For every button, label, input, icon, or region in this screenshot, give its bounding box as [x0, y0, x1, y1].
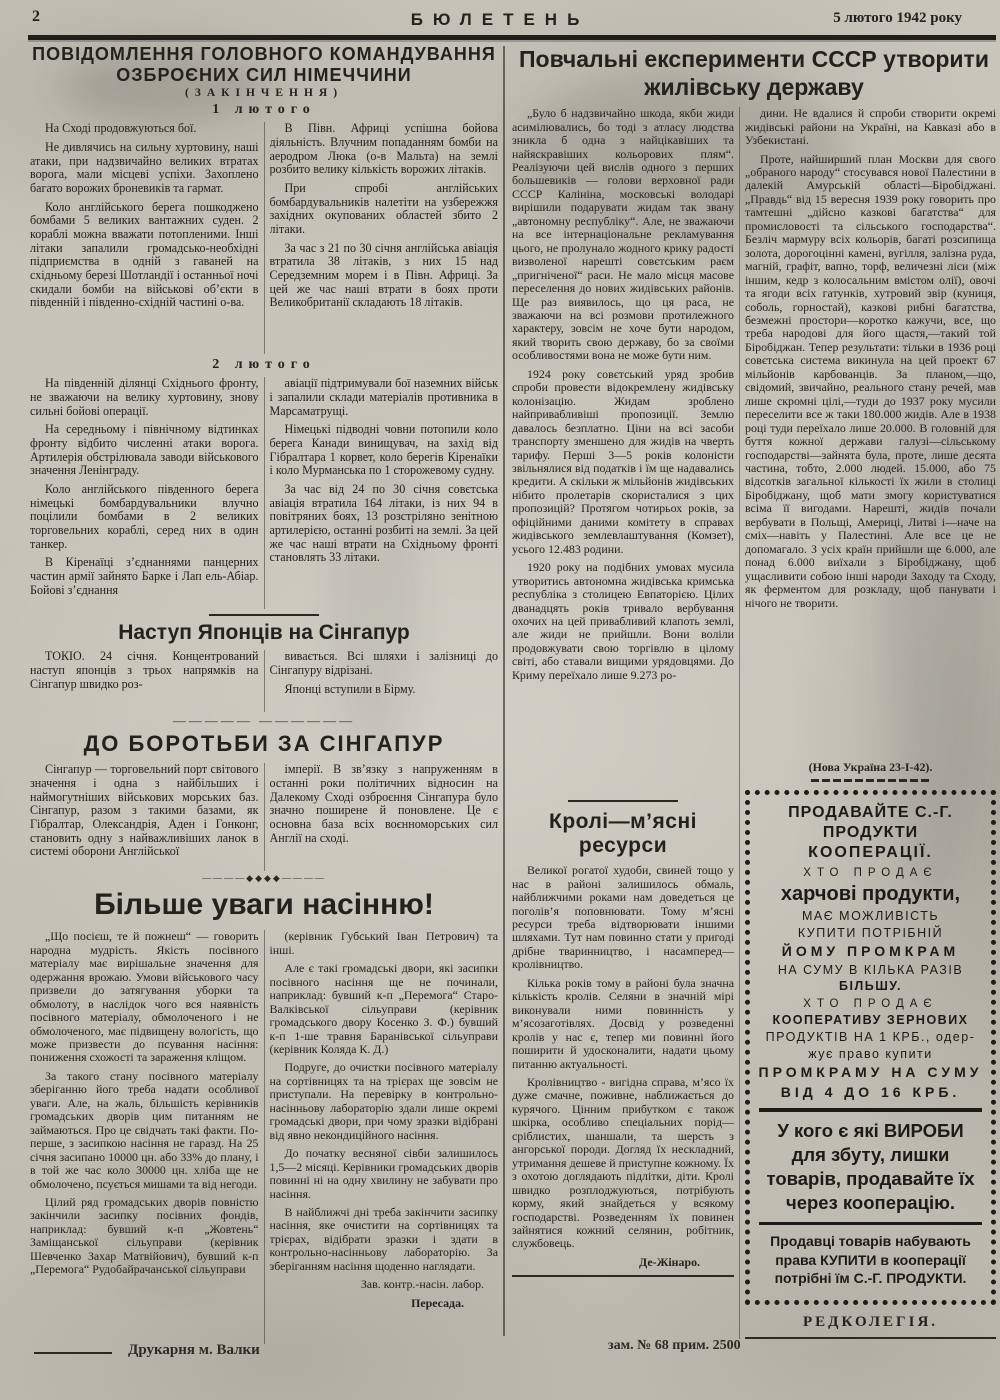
- column-rule: [264, 650, 265, 712]
- ad-line: ПРОДУКТІВ НА 1 КРБ., одер-: [765, 1030, 976, 1045]
- seeds-col2: [270, 930, 499, 1344]
- dash-divider: ————— ——————: [172, 713, 356, 729]
- ad-line: жує право купити: [808, 1046, 933, 1061]
- ad-divider-bar: [759, 1222, 982, 1225]
- ussr-col1: [512, 107, 734, 1339]
- article-paragraph: дини. Не вдалися й спроби створити окремі жидівські райони на Україні, на Кавказі або в Узбекистані.: [745, 107, 996, 148]
- article-paragraph: Цілий ряд громадських дворів повністю закінчили засипку посівних фондів, наприклад: бувший к-п „Жовтень“ Заміщанської сільуправи (керівник Шевченко Захар Матвійович), бувший к-п „Перемога“ Рудобайрачанської сільуправи: [30, 1194, 259, 1277]
- article-paragraph: вивається. Всі шляхи і залізниці до Сінгапуру відрізані.: [269, 650, 498, 678]
- print-imprint: зам. № 68 прим. 2500: [608, 1338, 741, 1353]
- article-paragraph: За такого стану посівного матеріалу зберіганню його треба надати особливої уваги. Але, на жаль, більшість керівників громадських дворів цим питанням не займаються. Про це свідчать такі факти. По-перше, з засипкою насіння не гаразд. На 25 січня засипано 10000 цн. або 33% до плану, і в той же час коло 30000 цн. хліба ще не обмолочено, псується мишами та від негоди.: [30, 1068, 259, 1191]
- article-paragraph: 1924 року совєтський уряд зробив спроби провести відокремлену жидівську колонізацію. Жидам зроблено найпривабливіші пропозиції. Землю давалось безплатно. Ціни на всі засоби транспорту зменшено для жидів на чверть тарифу. Перші 3—5 років колоністи звільнялися від податків і їм ще надавались кредити. А скільки ж мільйонів жидівських нібито пролетарів скористалися з цих пропозицій? Протягом чотирьох років, за офіційними даними комітету в справах жидівського землевлаштування (Комзет), усього 12.483 родини.: [512, 366, 734, 556]
- article-okw-title-line1: ПОВІДОМЛЕННЯ ГОЛОВНОГО КОМАНДУВАННЯ: [32, 44, 496, 64]
- left-page-section: [30, 44, 498, 1344]
- article-paragraph: ТОКІО. 24 січня. Концентрований наступ японців з трьох напрямків на Сінгапур швидко роз-: [30, 650, 259, 691]
- okw-section2-columns: [30, 377, 498, 609]
- column-rule: [739, 107, 740, 1339]
- article-source-credit: (Нова Україна 23-І-42).: [808, 760, 933, 775]
- article-paragraph: Японці вступили в Бірму.: [284, 681, 416, 696]
- ad-note-text: Продавці товарів набувають права КУПИТИ в кооперації потрібні їм С.-Г. ПРОДУКТИ.: [770, 1233, 971, 1286]
- article-paragraph: авіації підтримували бої наземних військ і запалили склади матеріалів противника в Марсаматрущі.: [269, 377, 498, 418]
- article-okw-closing-note: (ЗАКІНЧЕННЯ): [184, 87, 344, 100]
- article-paragraph: (керівник Губський Іван Петрович) та інші.: [269, 930, 498, 957]
- article-okw-date-heading-2: 2 лютого: [212, 357, 316, 373]
- article-okw-title-line2: ОЗБРОЄНИХ СИЛ НІМЕЧЧИНИ: [116, 64, 412, 85]
- article-paragraph: Проте, найширший план Москви для свого „обраного народу“ стосувався нової Палестини в далекій Амурській області—Біробіджані. „Правдь“ від 15 вересня 1939 року говорить про тамтешні „дійсно казкові багатства“ для промисловості та сільського господарства“. Безліч мармуру всіх кольорів, багаті розсипища золота, дорогоцінні камені, вугілля, залізна руда, магній, графіт, вапно, торф, величезні ліси (між іншим, кедр з колосальним вмістом олії), овочі та ягоди всіх гатунків, хутровий звір (куниця, соболь, горностай), казкові рибні багатства, безмежні простори—коротко кажучи, все, що треба народові для його щастя,—такий той Біробіджан. Тепер результати: тільки в 1936 році совєтська система викинула на цей проект 67 мільйонів карбованців. За планом,—що, свідомий, звичайно, реального стану речей, мав лише скромні цілі,—туди до 1937 року мусили переселити все ж таки 180.000 жидів. Але в 1938 році туди переїхало лише 20.000. В головній для буття кожної держави галузі—сільському господарстві—зайнята була, проте, лише десята частина, тобто, 2.000 людей. 15.000, або 75 відсотків загальної кількості їх жили в столиці Біробіджану, щоб мати змогу користуватися всіма її вигодами. Нарешті, жидів почали вербувати в Польщі, Америці, Литві і—наче на сміх—навіть у Палестині. Але все це не допомагало. З усіх країн прийшли ще 6.000, але понад 6.000 виїхали з Біробіджану, щоб ущасливити собою інші народи Заходу та Сходу, як ферментом для розкладу, щоб панувати і нічого не творити.: [745, 151, 996, 610]
- ussr-col1-text: [512, 107, 734, 795]
- ad-line: КУПИТИ ПОТРІБНІЙ: [797, 925, 944, 940]
- ad-line: харчові продукти,: [780, 883, 961, 906]
- okw-section1-col1: [30, 122, 259, 354]
- article-paragraph: За час від 24 по 30 січня совєтська авіація втратила 164 літаки, із них 94 в повітряних боях, 13 розстріляно зенітною артилерією, останні розбиті на землі. За цей же час наші втрати на Східньому фронті становлять 33 літаки.: [269, 481, 498, 565]
- seeds-col1: [30, 930, 259, 1344]
- right-page-section: [512, 46, 996, 1356]
- article-paragraph: На південній ділянці Східнього фронту, не зважаючи на велику хуртовину, знову сильні бойові операції.: [30, 377, 259, 418]
- article-paragraph: В Кіренаїці з’єднаннями панцерних частин армії зайнято Барке і Лап ель-Абіар. Бойові з’єднання: [30, 555, 259, 597]
- okw-section1-columns: [30, 122, 498, 354]
- signature-name: Де-Жінаро.: [639, 1254, 700, 1269]
- article-paragraph: При спробі англійських бомбардувальників налетіти на узбережжя західних окупованих областей збито 2 літаки.: [269, 181, 498, 236]
- article-seeds-title: Більше уваги насінню!: [94, 888, 434, 922]
- okw-section1-col2: [270, 122, 499, 354]
- masthead-title: БЮЛЕТЕНЬ: [410, 10, 590, 29]
- signature-role: Зав. контр.-насін. лабор.: [360, 1277, 484, 1292]
- article-paragraph: В найближчі дні треба закінчити засипку насіння, яке очистити на сортівницях та трієрах, відібрати зразки і здати в контрольно-насінньову лабораторію. За зберіганням насіння щоденно наглядати.: [269, 1204, 498, 1273]
- ad-line: ХТО ПРОДАЄ: [803, 866, 938, 879]
- printer-credit: Друкарня м. Валки: [128, 1342, 260, 1358]
- article-paragraph: До початку весняної сівби залишилось 1,5—2 місяці. Керівники громадських дворів повинні ні на одну хвилину не забувати про насіння.: [269, 1146, 498, 1201]
- article-paragraph: імперії. В зв’язку з напруженням в останні роки політичних відносин на Далекому Сході озброєння Сінгапура було значно поширене й поновлене. Це є основна база всіх воєнноморських сил Англії на сході.: [269, 763, 498, 845]
- article-paragraph: Кілька років тому в районі була значна кількість кролів. Селяни в значній мірі виконували ними повинність у м’ясозаготівлях. Досвід у розведенні кролів у нас є, тепер ми повинні його поширити й удосконалити, надати цьому питанню актуальності.: [512, 975, 734, 1071]
- article-rabbits-title: Кролі—м’ясні ресурси: [549, 810, 697, 858]
- column-rule: [264, 930, 265, 1344]
- article-paragraph: Коло англійського берега пошкоджено бомбами 5 великих вантажних суден. 2 кораблі можна вважати потопленими. Інші літаки запалили громадсько-необхідні підприємства в одній з гаваней на східньому березі Шотландії і останньої ночі скидали бомби на військові об’єкти в південній і південно-східній частині о-ва.: [30, 199, 259, 310]
- article-paragraph: 1920 року на подібних умовах мусила утворитись автономна жидівська кримська республіка з столицею Евпаторією. Цілих дванадцять років тривало вербування охочих на цей привабливий клапоть землі, але жиди не прийшли. Вони воліли продовжувати свою торгівлю в цілому світі, або ставали вищими урядовцями. До Криму переїхало лише 9.273 ро-: [512, 560, 734, 682]
- ad-line: КООПЕРАТИВУ ЗЕРНОВИХ: [772, 1013, 969, 1028]
- article-paragraph: Сінгапур — торговельний порт світового значення і одна з найбільших і наймогутніших військових морських баз. Сінгапур, разом з такими базами, як Гібралтар, Олександрія, Аден і Гонконг, становить одну з найважливіших ланок в системі оборони Англійської: [30, 763, 259, 859]
- ad-headline: ПРОДАВАЙТЕ С.-Г. ПРОДУКТИ: [788, 803, 953, 841]
- okw-section2-col1: [30, 377, 259, 609]
- ad-line: ПРОМКРАМУ НА СУМУ: [758, 1064, 983, 1081]
- column-rule: [264, 763, 265, 871]
- ad-line: НА СУМУ В КІЛЬКА РАЗІВ: [777, 962, 964, 977]
- article-singapore-title: ДО БОРОТЬБИ ЗА СІНГАПУР: [83, 731, 445, 757]
- ad-offer-text: У кого є які ВИРОБИ для збуту, лишки товарів, продавайте їх через кооперацію.: [766, 1120, 975, 1214]
- editorial-board-label: РЕДКОЛЕГІЯ.: [802, 1314, 939, 1331]
- header-rule: [28, 35, 996, 40]
- column-rule: [264, 377, 265, 609]
- singapore-col1: [30, 763, 259, 871]
- article-paragraph: Кролівництво - вигідна справа, м’ясо їх дуже смачне, поживне, наближається до курячого. Цінним прибутком є також шкірка, особливо спеціальних порід—сріблистих, шаншали, та шерсть з ангорської породи. Догляд їх нескладний, утримання дешеве й приступне кожному. Їх з охотою доглядають підлітки, діти. Кролі швидко розплоджуються, потрібують корму, який знайдеться у всякому господарстві. Розведенням їх повинен зайнятися кожний селянин, робітник, службовець.: [512, 1074, 734, 1251]
- article-ussr-title-line2: жилівську державу: [644, 73, 864, 100]
- ussr-col2-text: [745, 107, 996, 755]
- column-rule: [264, 122, 265, 354]
- ad-line: ХТО ПРОДАЄ: [803, 998, 938, 1011]
- japan-col2: [270, 650, 499, 712]
- article-okw-date-heading-1: 1 лютого: [212, 102, 316, 118]
- ad-line: МАЄ МОЖЛИВІСТЬ: [801, 909, 940, 924]
- article-paragraph: Коло англійського південного берега німецькі бомбардувальники влучно поцілили бомбами в 2 великих торговельних кораблі, серед них в один танкер.: [30, 481, 259, 551]
- seeds-columns: [30, 930, 498, 1344]
- section-bottom-rule: [745, 1337, 996, 1339]
- article-paragraph: Подруге, до очистки посівного матеріалу на сортівницях та на трієрах ще зовсім не приступали. На перевірку в контрольно-насінньову лабораторію здали лише окремі громадські двори, при чому зразки відібрані від явно некондиційного насіння.: [269, 1060, 498, 1142]
- article-paragraph: На Сході продовжуються бої.: [45, 122, 197, 136]
- article-end-rule: [568, 800, 678, 802]
- article-paragraph: Не дивлячись на сильну хуртовину, наші атаки, при надзвичайно великих втратах ворога, мали місцеві успіхи. Захоплено багато ворожих броневиків та гармат.: [30, 140, 259, 195]
- article-paragraph: Великої рогатої худоби, свиней тощо у нас в районі залишилось обмаль, найближчими роками нам доведеться це поголів’я поповнювати. Тому м’ясні ресурси треба відтворювати іншими шляхами. Тут нам повинно стати у пригоді дрібне тваринництво, і насамперед—кролівництво.: [512, 863, 734, 972]
- ad-headline: КООПЕРАЦІЇ.: [808, 843, 933, 861]
- article-end-rule: [209, 614, 319, 616]
- singapore-columns: [30, 763, 498, 871]
- article-ussr-title-line1: Повчальні експерименти СССР утворити: [519, 46, 989, 72]
- okw-section2-col2: [270, 377, 499, 609]
- japan-col1: [30, 650, 259, 712]
- article-paragraph: Німецькі підводні човни потопили коло берега Канади винищувач, на захід від Гібралтара 1 корвет, коло берегів Кіренаїки і коло Мурманська по 1 сторожевому судну.: [269, 422, 498, 478]
- ussr-col2: [745, 107, 996, 1339]
- article-japan-title: Наступ Японців на Сінгапур: [118, 621, 410, 645]
- ad-line: БІЛЬШУ.: [839, 979, 902, 994]
- ad-line: ЙОМУ ПРОМКРАМ: [781, 943, 960, 960]
- article-paragraph: „Що посієш, те й пожнеш“ — говорить народна мудрість. Якість посівного матеріалу має вирішальне значення для одержання врожаю. Умови військового часу призвели до затягування уборки та обмолоту, в наслідок чого вся наявність посівного матеріалу, обмолоченого і не обмолоченого, має підвищену вологість, що може призвести до псування насіння: пониження схожості та зараження кліщом.: [30, 930, 259, 1065]
- article-paragraph: Але є такі громадські двори, які засипки посівного насіння ще не починали, наприклад: бувший к-п „Перемога“ Старо-Валківської сільуправи (керівник громадського двору Косенко З. Ф.) бувший к-п 1-ше травня Баранівської сільуправи (керівник Коляда К. Д.): [269, 961, 498, 1056]
- article-paragraph: За час з 21 по 30 січня англійська авіація втратила 38 літаків, з них 15 над Середземним морем і в Півн. Африці. За цей же час наші втрати в боях проти Великобританії складають 18 літаків.: [269, 240, 498, 310]
- ad-line: ВІД 4 ДО 16 КРБ.: [780, 1083, 961, 1100]
- article-paragraph: В Півн. Африці успішна бойова діяльність. Влучним попаданням бомби на аеродром Люка (о-в Мальта) на землі розбито велику кількість ворожих літаків.: [269, 122, 498, 177]
- ornament-rule: [811, 779, 931, 782]
- diamond-divider: ————◆◆◆◆————: [202, 873, 326, 884]
- singapore-col2: [270, 763, 499, 871]
- ussr-columns: [512, 107, 996, 1339]
- japan-columns: [30, 650, 498, 712]
- issue-date: 5 лютого 1942 року: [833, 10, 962, 26]
- footer-rule: [34, 1352, 112, 1354]
- cooperative-advertisement: [745, 790, 996, 1305]
- article-paragraph: „Було б надзвичайно шкода, якби жиди асимілювались, бо тоді з атласу людства зникла б одна з найцікавіших та найяскравіших кольорових плям“. Реалізуючи цей вислів одного з перших большевиків — голови верховної ради СССР Калініна, московські володарі вирішили подарувати жидам так звану „автономну республіку“. Але, не зважаючи на все інтернаціональне рекламування цього, не пролунало жодного крику радості визволеної нарешті совєтським раєм „пригніченої“ раси. Не мало місця масове переселення до нових жидівських районів. Ще раз виявилось, що ця раса, не зважаючи на всі розмови протилежного характеру, зовсім не хоче бути народом, який творить свою державу, бо за своїми особливостями вона не може бути ним.: [512, 107, 734, 363]
- column-divider-rule: [503, 46, 505, 1336]
- ad-divider-bar: [759, 1108, 982, 1112]
- page-number: 2: [32, 8, 40, 25]
- section-bottom-rule: [512, 1275, 734, 1277]
- signature-name: Пересада.: [411, 1295, 464, 1310]
- article-paragraph: На середньому і північному відтинках фронту відбито численні атаки ворога. Артилерія обстрілювала заводи військового значення Ленінграду.: [30, 422, 259, 478]
